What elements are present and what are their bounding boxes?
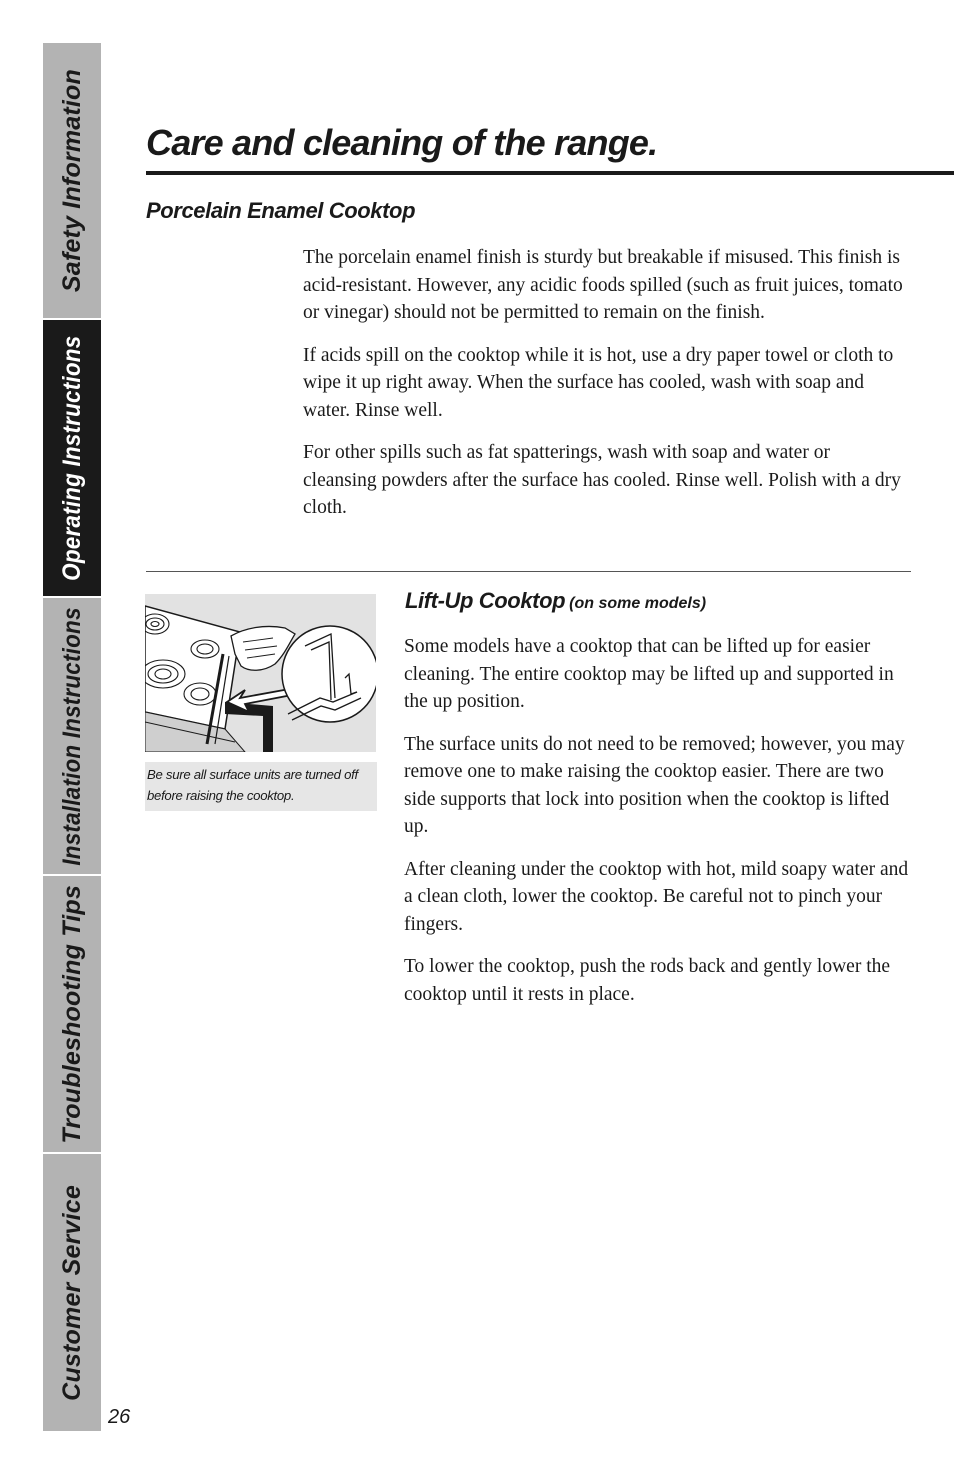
porcelain-body <box>303 244 903 537</box>
tab-troubleshooting-tips[interactable] <box>43 876 101 1154</box>
liftup-body <box>404 633 914 1023</box>
liftup-paragraph-4: To lower the cooktop, push the rods back and gently lower the cooktop until it rests in place. <box>404 956 891 1005</box>
porcelain-paragraph-3: For other spills such as fat spatterings, wash with soap and water or cleansing powders after the surface has cooled. Rinse well. Polish with a dry cloth. <box>303 442 901 518</box>
porcelain-paragraph-2: If acids spill on the cooktop while it is hot, use a dry paper towel or cloth to wipe it up right away. When the surface has cooled, wash with soap and water. Rinse well. <box>303 344 894 421</box>
detail-magnifier-icon <box>282 626 376 722</box>
porcelain-paragraph-1: The porcelain enamel finish is sturdy but breakable if misused. This finish is acid-resistant. However, any acidic foods spilled (such as fruit juices, tomato or vinegar) should not be permitted to remain on the finish. <box>303 247 903 323</box>
liftup-paragraph-3: After cleaning under the cooktop with hot, mild soapy water and a clean cloth, lower the cooktop. Be careful not to pinch your fingers. <box>404 858 909 935</box>
porcelain-heading: Porcelain Enamel Cooktop <box>146 198 416 223</box>
liftup-paragraph-2: The surface units do not need to be removed; however, you may remove one to make raising the cooktop easier. There are two side supports that lock into position when the cooktop is lifted up. <box>404 733 905 837</box>
liftup-paragraph-1: Some models have a cooktop that can be lifted up for easier cleaning. The entire cooktop may be lifted up and supported in the up position. <box>404 636 894 712</box>
cooktop-drawing <box>145 594 376 752</box>
side-tabs <box>43 43 101 1431</box>
section-divider <box>146 571 911 572</box>
tab-safety-information-label: Safety Information <box>57 68 86 293</box>
tab-installation-instructions-label: Installation Instructions <box>57 606 86 866</box>
tab-safety-information[interactable] <box>43 43 101 320</box>
page-number: 26 <box>108 1406 131 1428</box>
liftup-heading <box>405 587 706 615</box>
illustration-caption: Be sure all surface units are turned off before raising the cooktop. <box>145 762 377 811</box>
tab-operating-instructions[interactable] <box>43 320 101 598</box>
lift-up-cooktop-illustration <box>145 594 376 752</box>
tab-troubleshooting-tips-label: Troubleshooting Tips <box>57 884 86 1144</box>
tab-customer-service[interactable] <box>43 1154 101 1431</box>
liftup-heading-title: Lift-Up Cooktop <box>405 588 566 613</box>
tab-operating-instructions-label: Operating Instructions <box>57 335 86 581</box>
liftup-heading-note: (on some models) <box>569 595 707 612</box>
title-rule <box>146 171 954 175</box>
tab-customer-service-label: Customer Service <box>57 1184 86 1401</box>
tab-installation-instructions[interactable] <box>43 598 101 876</box>
page-title: Care and cleaning of the range. <box>146 122 658 163</box>
